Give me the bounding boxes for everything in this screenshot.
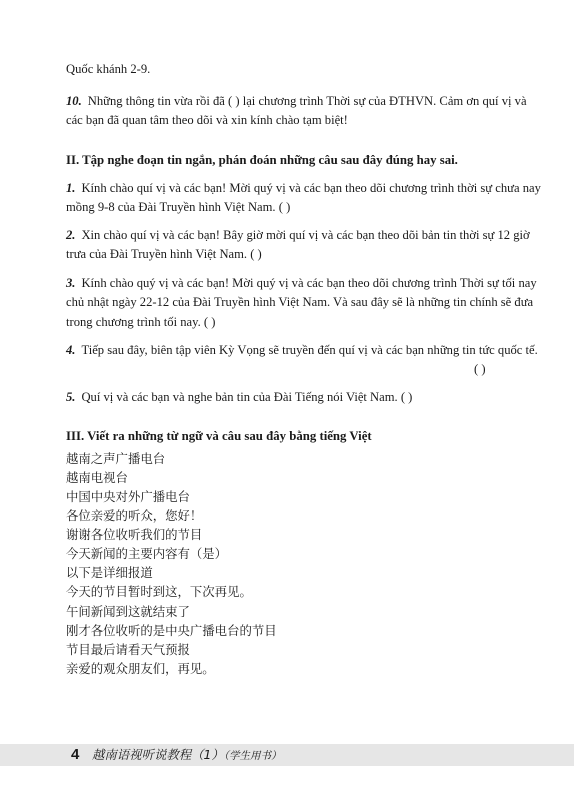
- chinese-phrase: 以下是详细报道: [66, 565, 153, 580]
- item-3-line-3: trong chương trình tối nay. ( ): [66, 315, 216, 329]
- chinese-phrase: 今天的节目暂时到这，下次再见。: [66, 584, 252, 599]
- exercise-item-1: [66, 181, 541, 195]
- chinese-phrase: 中国中央对外广播电台: [66, 489, 190, 504]
- chinese-phrase: 刚才各位收听的是中央广播电台的节目: [66, 623, 277, 638]
- item-text: Kính chào quí vị và các bạn! Mời quý vị và các bạn theo dõi chương trình thời sự chưa nay: [81, 181, 541, 195]
- item-3-line-2: chủ nhật ngày 22-12 của Đài Truyền hình Việt Nam. Và sau đây sẽ là những tin chính sẽ đưa: [66, 295, 534, 309]
- item-10-line-2: các bạn đã quan tâm theo dõi và xin kính chào tạm biệt!: [66, 113, 348, 127]
- item-text: Quí vị và các bạn và nghe bản tin của Đài Tiếng nói Việt Nam. ( ): [81, 390, 413, 404]
- item-number: 5.: [66, 390, 76, 404]
- item-1-line-2: mồng 9-8 của Đài Truyền hình Việt Nam. ( ): [66, 200, 291, 214]
- exercise-item-5: [66, 390, 412, 404]
- item-text: Xin chào quí vị và các bạn! Bây giờ mời quí vị và các bạn theo dõi bản tin thời sự 12 giờ: [81, 228, 530, 242]
- chinese-phrase: 各位亲爱的听众，您好！: [66, 508, 203, 523]
- answer-blank: ( ): [474, 362, 486, 376]
- chinese-phrase: 亲爱的观众朋友们，再见。: [66, 661, 215, 676]
- exercise-item-4: [66, 343, 538, 357]
- section-2-heading: II. Tập nghe đoạn tin ngắn, phán đoán những câu sau đây đúng hay sai.: [66, 153, 458, 167]
- book-title: [92, 748, 282, 763]
- item-10-line-1: [66, 94, 527, 108]
- item-text: Kính chào quý vị và các bạn! Mời quý vị và các bạn theo dõi chương trình Thời sự tối nay: [81, 276, 537, 290]
- chinese-phrase: 今天新闻的主要内容有（是）: [66, 546, 228, 561]
- section-3-heading: III. Viết ra những từ ngữ và câu sau đây bằng tiếng Việt: [66, 429, 372, 443]
- exercise-item-2: [66, 228, 530, 242]
- text-line: Quốc khánh 2-9.: [66, 62, 151, 76]
- book-title-main: 越南语视听说教程（1）: [92, 747, 224, 762]
- item-2-line-2: trưa của Đài Truyền hình Việt Nam. ( ): [66, 247, 262, 261]
- item-text: Những thông tin vừa rồi đã ( ) lại chương trình Thời sự của ĐTHVN. Cảm ơn quí vị và: [87, 94, 527, 108]
- item-text: Tiếp sau đây, biên tập viên Kỳ Vọng sẽ truyền đến quí vị và các bạn những tin tức quốc tế.: [81, 343, 538, 357]
- item-number: 1.: [66, 181, 76, 195]
- exercise-item-3: [66, 276, 537, 290]
- item-number: 4.: [66, 343, 76, 357]
- item-number: 3.: [66, 276, 76, 290]
- chinese-phrase: 节目最后请看天气预报: [66, 642, 190, 657]
- chinese-phrase: 午间新闻到这就结束了: [66, 604, 190, 619]
- footer-band: [0, 744, 574, 766]
- book-title-sub: （学生用书）: [223, 750, 282, 762]
- chinese-phrase: 谢谢各位收听我们的节目: [66, 527, 203, 542]
- chinese-phrase: 越南之声广播电台: [66, 451, 166, 466]
- item-number: 2.: [66, 228, 76, 242]
- item-number: 10.: [66, 94, 82, 108]
- chinese-phrase: 越南电视台: [66, 470, 128, 485]
- page-number: 4: [71, 746, 80, 763]
